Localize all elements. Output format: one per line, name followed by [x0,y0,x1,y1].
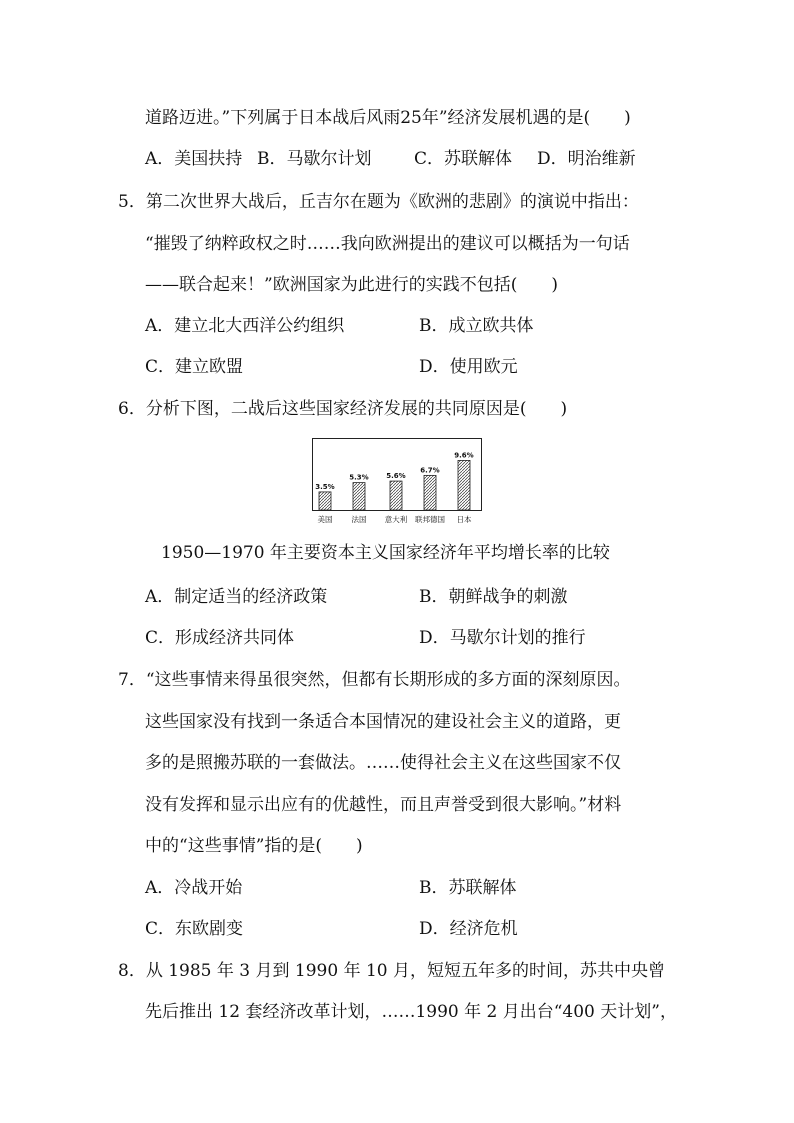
bar-value-label-1: 5.3% [349,473,369,482]
q5-stem-line-1: 5．第二次世界大战后，丘吉尔在题为《欧洲的悲剧》的演说中指出： [118,192,639,212]
bar-2 [390,481,402,510]
q6-option-c[interactable]: C．形成经济共同体 [145,628,295,648]
q5-stem-line-3: ——联合起来！”欧洲国家为此进行的实践不包括( ) [145,275,558,295]
q7-option-d[interactable]: D．经济危机 [419,919,518,939]
q8-stem-line-2: 先后推出 12 套经济改革计划，……1990 年 2 月出台“400 天计划”， [145,1002,677,1022]
q6-option-b[interactable]: B．朝鲜战争的刺激 [419,587,568,607]
q7-stem-line-2: 这些国家没有找到一条适合本国情况的建设社会主义的道路，更 [145,712,621,732]
q4-option-a[interactable]: A．美国扶持 [145,149,243,169]
q6-option-d[interactable]: D．马歇尔计划的推行 [419,628,586,648]
q4-stem-tail: 道路迈进。”下列属于日本战后风雨25年”经济发展机遇的是( ) [145,108,631,128]
bar-4 [458,460,470,510]
q7-stem-line-4: 没有发挥和显示出应有的优越性，而且声誉受到很大影响。”材料 [145,795,622,815]
bar-value-label-2: 5.6% [386,472,406,481]
category-label-1: 法国 [351,515,367,524]
q5-option-b[interactable]: B．成立欧共体 [419,316,534,336]
category-label-0: 美国 [317,515,333,524]
q7-stem-line-3: 多的是照搬苏联的一套做法。……使得社会主义在这些国家不仅 [145,753,621,773]
category-label-3: 联邦德国 [415,515,445,524]
bar-value-label-4: 9.6% [454,451,474,460]
bar-value-label-3: 6.7% [420,466,440,475]
category-label-2: 意大利 [384,515,408,524]
q6-option-a[interactable]: A．制定适当的经济政策 [145,587,328,607]
q7-option-b[interactable]: B．苏联解体 [419,878,517,898]
bar-3 [424,475,436,510]
q4-option-b[interactable]: B．马歇尔计划 [257,149,372,169]
q4-option-c[interactable]: C．苏联解体 [414,149,513,169]
q7-stem-line-5: 中的“这些事情”指的是( ) [145,836,363,856]
bar-0 [319,492,331,510]
q7-option-c[interactable]: C．东欧剧变 [145,919,244,939]
bar-1 [353,483,365,510]
q5-option-d[interactable]: D．使用欧元 [419,357,518,377]
q5-option-c[interactable]: C．建立欧盟 [145,357,244,377]
growth-rate-bar-chart [312,438,482,526]
category-label-4: 日本 [456,515,472,524]
q6-stem-line-1: 6．分析下图，二战后这些国家经济发展的共同原因是( ) [118,399,568,419]
q8-stem-line-1: 8．从 1985 年 3 月到 1990 年 10 月，短短五年多的时间，苏共中央曾 [118,961,666,981]
chart-caption: 1950—1970 年主要资本主义国家经济年平均增长率的比较 [161,543,610,563]
q7-stem-line-1: 7．“这些事情来得虽很突然，但都有长期形成的多方面的深刻原因。 [118,670,631,690]
q4-option-d[interactable]: D．明治维新 [537,149,636,169]
bar-value-label-0: 3.5% [315,482,335,491]
q7-option-a[interactable]: A．冷战开始 [145,878,243,898]
q5-stem-line-2: “摧毁了纳粹政权之时……我向欧洲提出的建议可以概括为一句话 [145,234,630,254]
q5-option-a[interactable]: A．建立北大西洋公约组织 [145,316,345,336]
